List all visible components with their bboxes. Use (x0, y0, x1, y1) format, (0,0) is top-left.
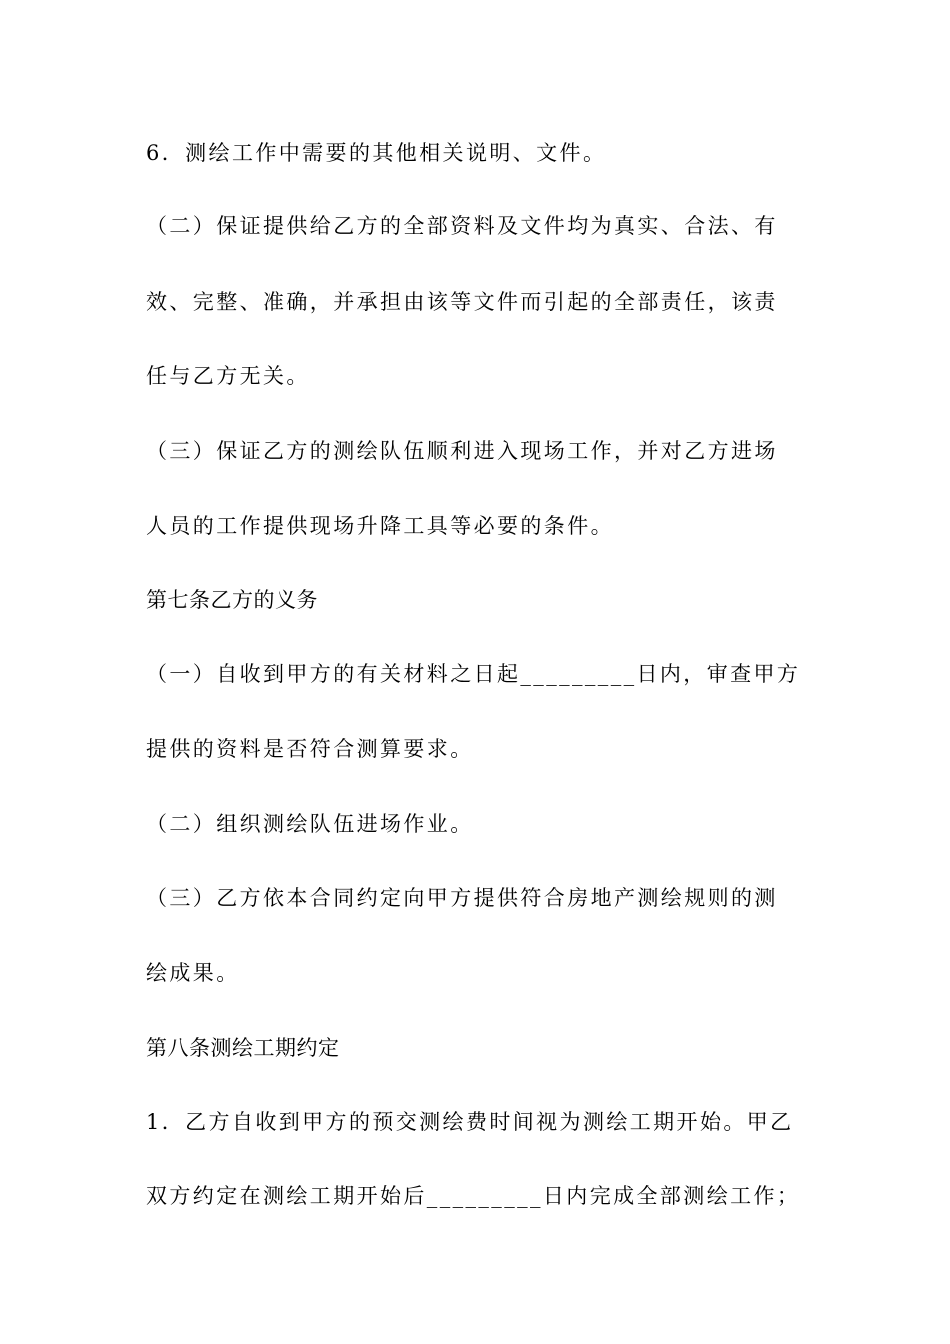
text-line-clause-2: （二）保证提供给乙方的全部资料及文件均为真实、合法、有 (146, 214, 778, 238)
text-line-clause-2-end: 任与乙方无关。 (146, 364, 310, 388)
text-line-b-clause-1-end: 提供的资料是否符合测算要求。 (146, 737, 474, 761)
text-line-clause-3-end: 人员的工作提供现场升降工具等必要的条件。 (146, 514, 614, 538)
text-line-item-6: 6．测绘工作中需要的其他相关说明、文件。 (146, 141, 607, 165)
text-line-b-clause-3-end: 绘成果。 (146, 961, 240, 985)
text-line-clause-3: （三）保证乙方的测绘队伍顺利进入现场工作，并对乙方进场 (146, 439, 778, 463)
text-line-b-clause-2: （二）组织测绘队伍进场作业。 (146, 812, 474, 836)
text-line-b-clause-1: （一）自收到甲方的有关材料之日起_________日内，审查甲方 (146, 662, 801, 686)
text-line-item-1: 1．乙方自收到甲方的预交测绘费时间视为测绘工期开始。甲乙 (146, 1110, 794, 1134)
text-line-item-1-cont: 双方约定在测绘工期开始后_________日内完成全部测绘工作； (146, 1184, 801, 1208)
section-heading-article-8: 第八条测绘工期约定 (146, 1036, 340, 1060)
section-heading-article-7: 第七条乙方的义务 (146, 588, 318, 612)
text-line-b-clause-3: （三）乙方依本合同约定向甲方提供符合房地产测绘规则的测 (146, 886, 778, 910)
text-line-clause-2-cont: 效、完整、准确，并承担由该等文件而引起的全部责任，该责 (146, 290, 778, 314)
